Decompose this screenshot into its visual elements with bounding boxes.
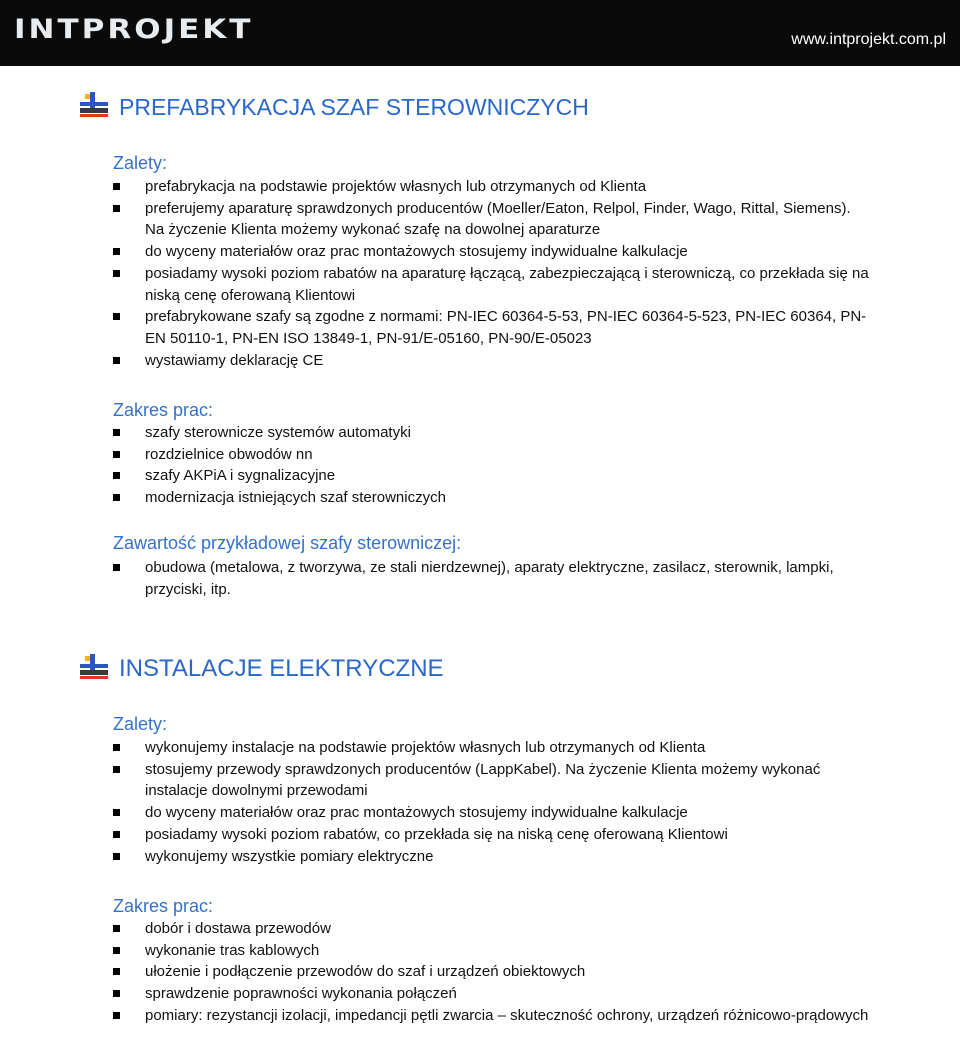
- square-bullet-icon: [113, 968, 120, 975]
- section-title-instalacje: INSTALACJE ELEKTRYCZNE: [119, 655, 444, 682]
- section-title-prefabrykacja: PREFABRYKACJA SZAF STEROWNICZYCH: [119, 94, 589, 120]
- list-item: wystawiamy deklarację CE: [113, 350, 873, 372]
- list-item: posiadamy wysoki poziom rabatów, co przekłada się na niską cenę oferowaną Klientowi: [113, 824, 873, 846]
- list-item: do wyceny materiałów oraz prac montażowych stosujemy indywidualne kalkulacje: [113, 241, 873, 263]
- list-item: pomiary: rezystancji izolacji, impedancji pętli zwarcia – skuteczność ochrony, urządzeń różnicowo-prądowych: [113, 1005, 873, 1027]
- list-item: do wyceny materiałów oraz prac montażowych stosujemy indywidualne kalkulacje: [113, 802, 873, 824]
- list-item: dobór i dostawa przewodów: [113, 918, 873, 940]
- square-bullet-icon: [113, 744, 120, 751]
- square-bullet-icon: [113, 248, 120, 255]
- list-item: preferujemy aparaturę sprawdzonych producentów (Moeller/Eaton, Relpol, Finder, Wago, Rittal, Siemens). Na życzenie Klienta możemy wykonać szafę na dowolnej aparaturze: [113, 198, 873, 241]
- list-item: stosujemy przewody sprawdzonych producentów (LappKabel). Na życzenie Klienta możemy wykonać instalacje dowolnymi przewodami: [113, 759, 873, 802]
- square-bullet-icon: [113, 990, 120, 997]
- zawartosc-list: [113, 557, 873, 600]
- square-bullet-icon: [113, 451, 120, 458]
- square-bullet-icon: [113, 270, 120, 277]
- square-bullet-icon: [113, 1012, 120, 1019]
- square-bullet-icon: [113, 809, 120, 816]
- zalety-list: [113, 176, 873, 371]
- website-url: www.intprojekt.com.pl: [791, 31, 946, 48]
- list-item: szafy AKPiA i sygnalizacyjne: [113, 465, 873, 487]
- list-item: prefabrykowane szafy są zgodne z normami: PN-IEC 60364-5-53, PN-IEC 60364-5-523, PN-IEC 60364, PN-EN 50110-1, PN-EN ISO 13849-1, PN-91/E-05160, PN-90/E-05023: [113, 306, 873, 349]
- list-item: ułożenie i podłączenie przewodów do szaf i urządzeń obiektowych: [113, 961, 873, 983]
- section-bullet-icon: [80, 654, 108, 682]
- list-item: obudowa (metalowa, z tworzywa, ze stali nierdzewnej), aparaty elektryczne, zasilacz, sterownik, lampki, przyciski, itp.: [113, 557, 873, 600]
- zalety-heading: Zalety:: [113, 153, 168, 173]
- zakres-list: [113, 422, 873, 509]
- list-item: prefabrykacja na podstawie projektów własnych lub otrzymanych od Klienta: [113, 176, 873, 198]
- zalety-list: [113, 737, 873, 867]
- square-bullet-icon: [113, 925, 120, 932]
- list-item: modernizacja istniejących szaf sterowniczych: [113, 487, 873, 509]
- company-logo: INTPROJEKT: [14, 14, 254, 45]
- zakres-heading: Zakres prac:: [113, 400, 214, 420]
- header-bar: [0, 0, 960, 66]
- square-bullet-icon: [113, 205, 120, 212]
- square-bullet-icon: [113, 357, 120, 364]
- list-item: wykonanie tras kablowych: [113, 940, 873, 962]
- zalety-heading: Zalety:: [113, 714, 168, 734]
- list-item: szafy sterownicze systemów automatyki: [113, 422, 873, 444]
- zakres-list: [113, 918, 873, 1027]
- square-bullet-icon: [113, 313, 120, 320]
- list-item: rozdzielnice obwodów nn: [113, 444, 873, 466]
- square-bullet-icon: [113, 766, 120, 773]
- zakres-heading: Zakres prac:: [113, 896, 214, 916]
- square-bullet-icon: [113, 183, 120, 190]
- square-bullet-icon: [113, 831, 120, 838]
- section-bullet-icon: [80, 92, 108, 120]
- square-bullet-icon: [113, 564, 120, 571]
- square-bullet-icon: [113, 853, 120, 860]
- square-bullet-icon: [113, 494, 120, 501]
- square-bullet-icon: [113, 472, 120, 479]
- list-item: wykonujemy wszystkie pomiary elektryczne: [113, 846, 873, 868]
- square-bullet-icon: [113, 947, 120, 954]
- list-item: posiadamy wysoki poziom rabatów na aparaturę łączącą, zabezpieczającą i sterowniczą, co przekłada się na niską cenę oferowaną Klientowi: [113, 263, 873, 306]
- list-item: sprawdzenie poprawności wykonania połączeń: [113, 983, 873, 1005]
- zawartosc-heading: Zawartość przykładowej szafy sterowniczej:: [113, 533, 462, 553]
- list-item: wykonujemy instalacje na podstawie projektów własnych lub otrzymanych od Klienta: [113, 737, 873, 759]
- square-bullet-icon: [113, 429, 120, 436]
